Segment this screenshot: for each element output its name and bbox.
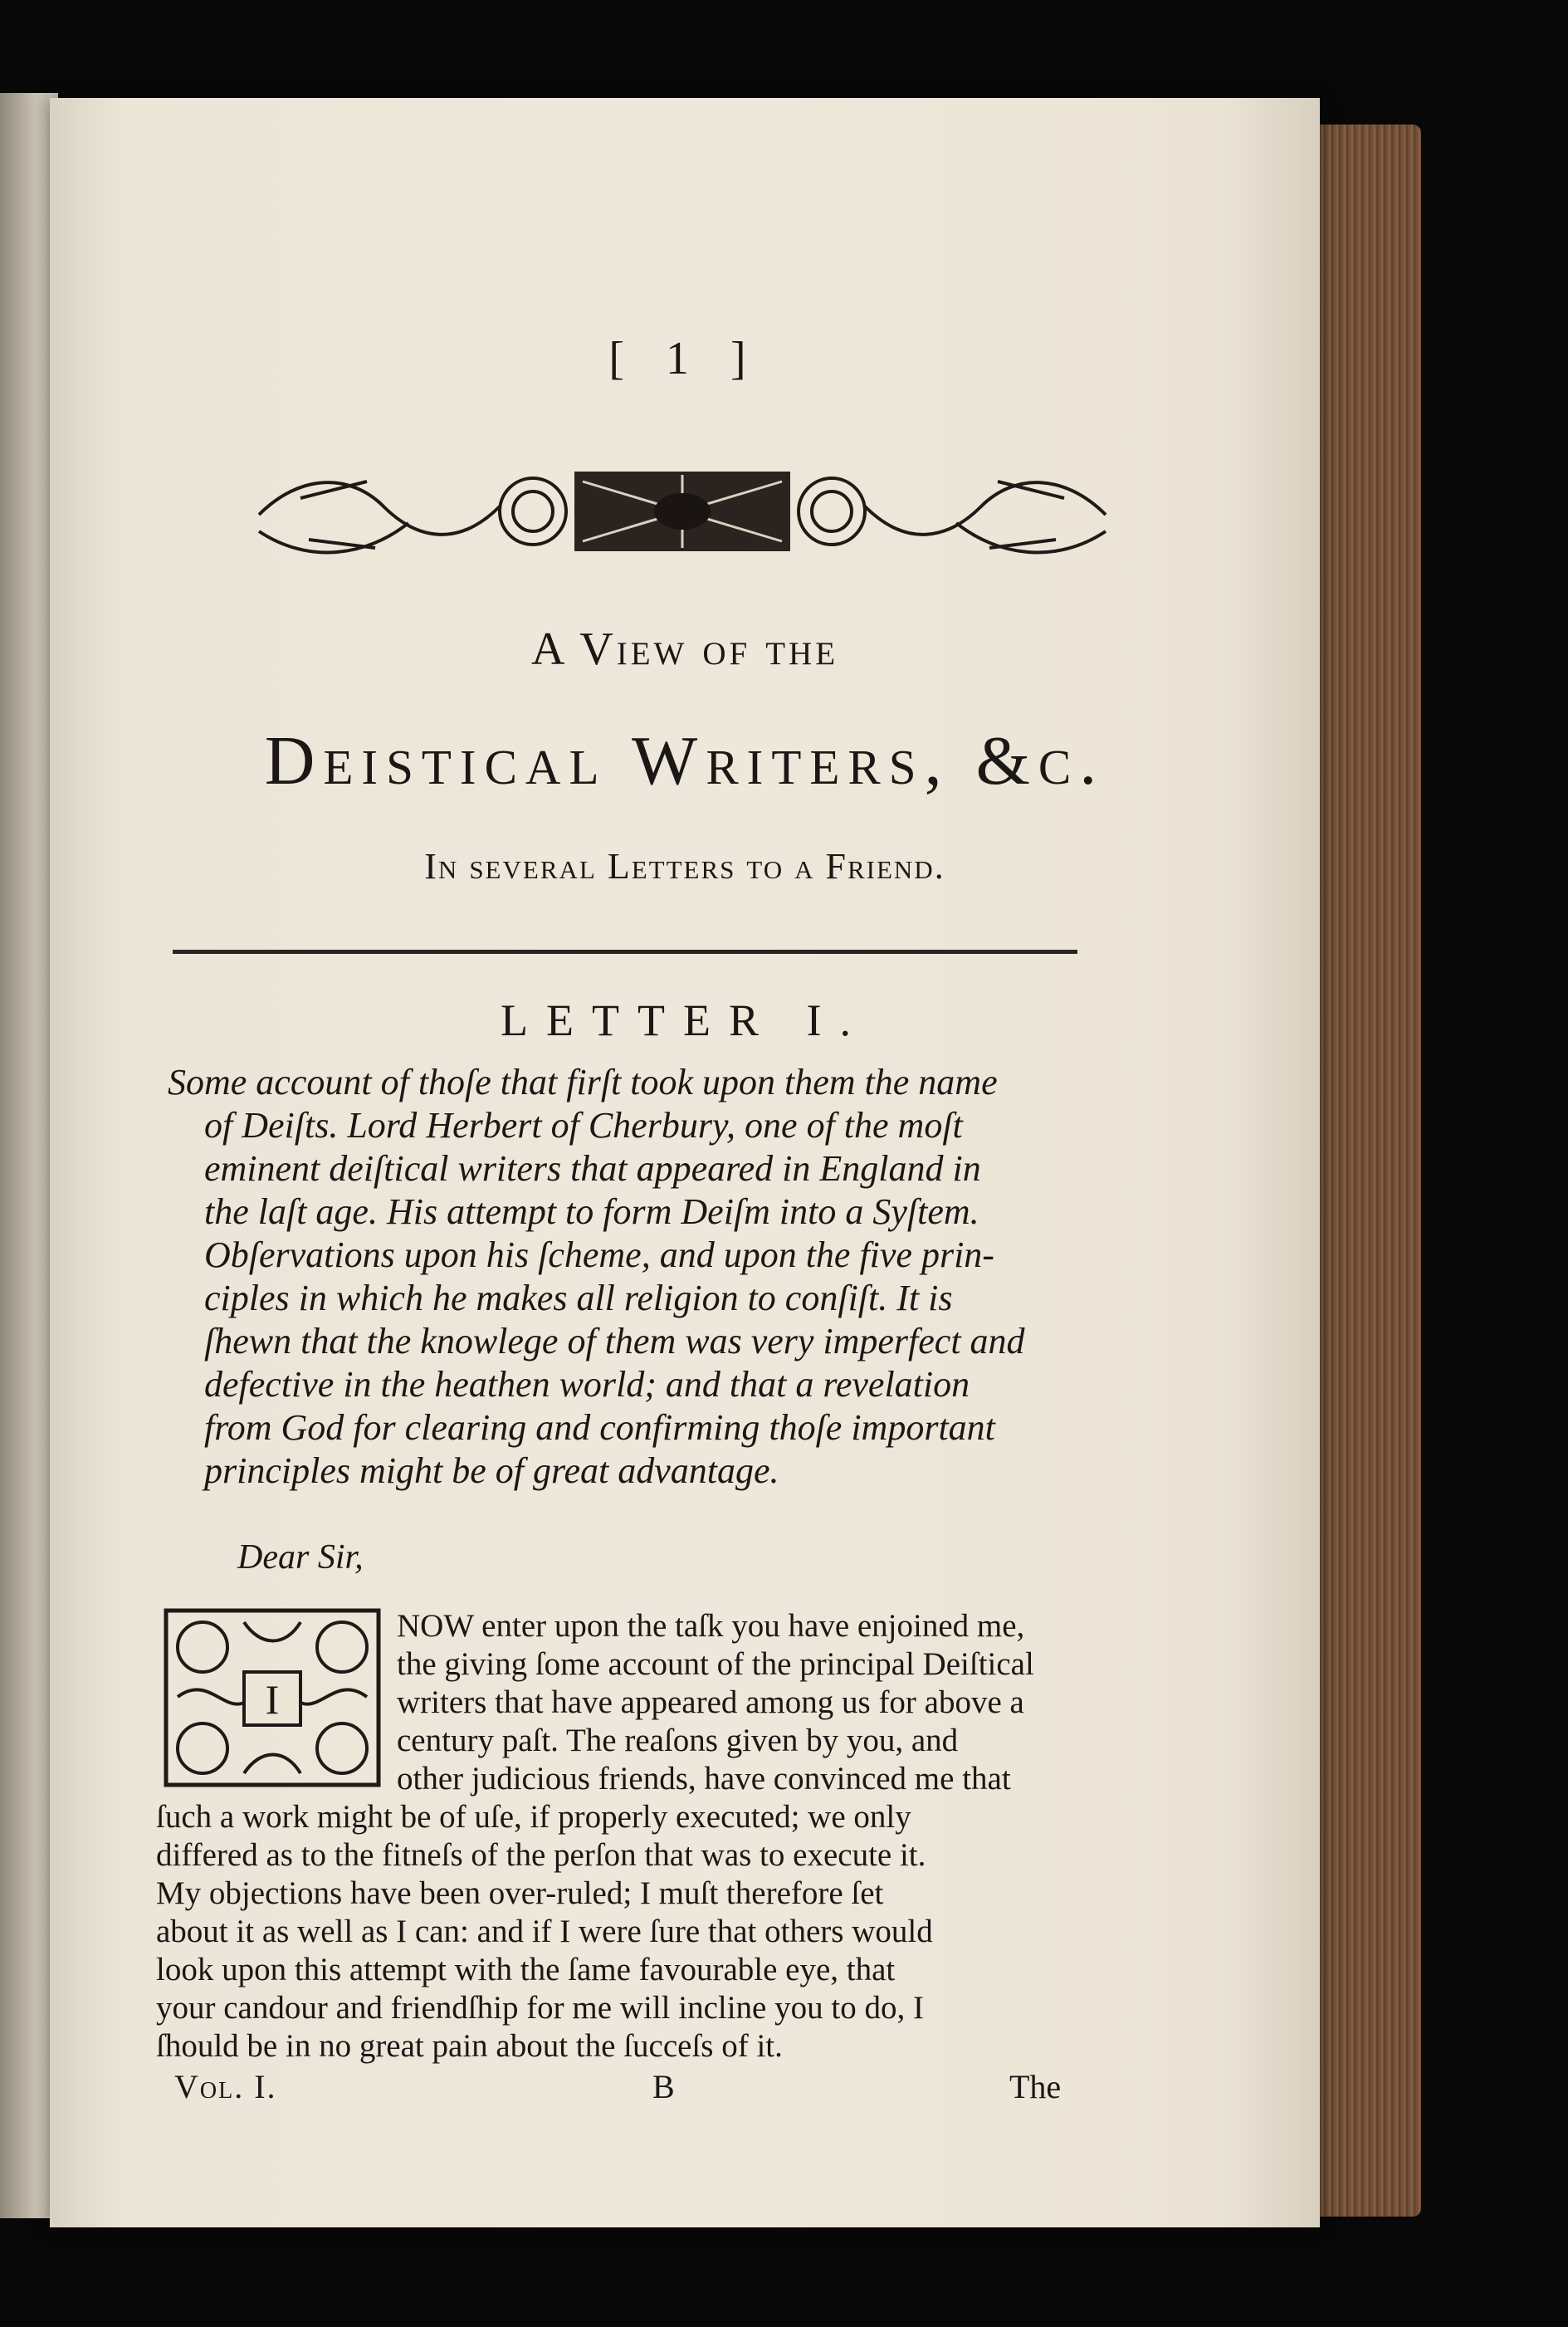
body-line: your candour and friendſhip for me will incline you to do, I bbox=[156, 1990, 924, 2026]
summary-line: the laſt age. His attempt to form Deiſm into a Syſtem. bbox=[204, 1191, 979, 1232]
body-line: other judicious friends, have convinced me that bbox=[397, 1761, 1011, 1797]
summary-line: Some account of thoſe that firſt took upon them the name bbox=[168, 1062, 998, 1102]
summary-line: principles might be of great advantage. bbox=[204, 1450, 779, 1491]
body-line: look upon this attempt with the ſame favourable eye, that bbox=[156, 1952, 896, 1987]
title-line-1: A View of the bbox=[530, 623, 839, 675]
signature-mark: B bbox=[652, 2068, 675, 2105]
page-number: [ 1 ] bbox=[608, 333, 761, 384]
body-line: ſhould be in no great pain about the ſucceſs of it. bbox=[156, 2028, 783, 2064]
drop-cap-letter: I bbox=[265, 1676, 280, 1723]
body-line: the giving ſome account of the principal Deiſtical bbox=[397, 1646, 1034, 1682]
body-line: differed as to the fitneſs of the perſon that was to execute it. bbox=[156, 1837, 926, 1873]
letter-summary bbox=[168, 1061, 1127, 1493]
title-line-2: Deistical Writers, &c. bbox=[264, 722, 1106, 799]
book-fore-edge bbox=[1305, 125, 1421, 2217]
summary-line: defective in the heathen world; and that a revelation bbox=[204, 1364, 970, 1405]
summary-line: Obſervations upon his ſcheme, and upon the five prin- bbox=[204, 1234, 994, 1275]
subtitle: In ſeveral Letters to a Friend. bbox=[424, 846, 945, 887]
body-line: My objections have been over-ruled; I muſt therefore ſet bbox=[156, 1875, 884, 1911]
summary-line: ciples in which he makes all religion to conſiſt. It is bbox=[204, 1278, 953, 1318]
body-line: about it as well as I can: and if I were ſure that others would bbox=[156, 1914, 933, 1949]
headpiece-ornament bbox=[251, 457, 1114, 566]
summary-line: ſhewn that the knowlege of them was very imperfect and bbox=[204, 1321, 1025, 1361]
book-page bbox=[50, 98, 1320, 2227]
body-line: writers that have appeared among us for above a bbox=[397, 1684, 1024, 1720]
letter-body bbox=[156, 1607, 1127, 2065]
divider-rule bbox=[173, 950, 1077, 954]
summary-line: of Deiſts. Lord Herbert of Cherbury, one of the moſt bbox=[204, 1105, 963, 1146]
page-footer bbox=[50, 2067, 1320, 2109]
body-line: ſuch a work might be of uſe, if properly executed; we only bbox=[156, 1799, 911, 1835]
summary-line: eminent deiſtical writers that appeared in England in bbox=[204, 1148, 981, 1189]
letter-heading: LETTER I. bbox=[501, 995, 869, 1045]
body-line: NOW enter upon the taſk you have enjoined me, bbox=[397, 1608, 1025, 1644]
body-line: century paſt. The reaſons given by you, and bbox=[397, 1723, 959, 1758]
salutation: Dear Sir, bbox=[237, 1538, 364, 1577]
catchword: The bbox=[1009, 2068, 1062, 2105]
summary-line: from God for clearing and confirming thoſe important bbox=[204, 1407, 995, 1448]
volume-label: Vol. I. bbox=[174, 2068, 277, 2105]
